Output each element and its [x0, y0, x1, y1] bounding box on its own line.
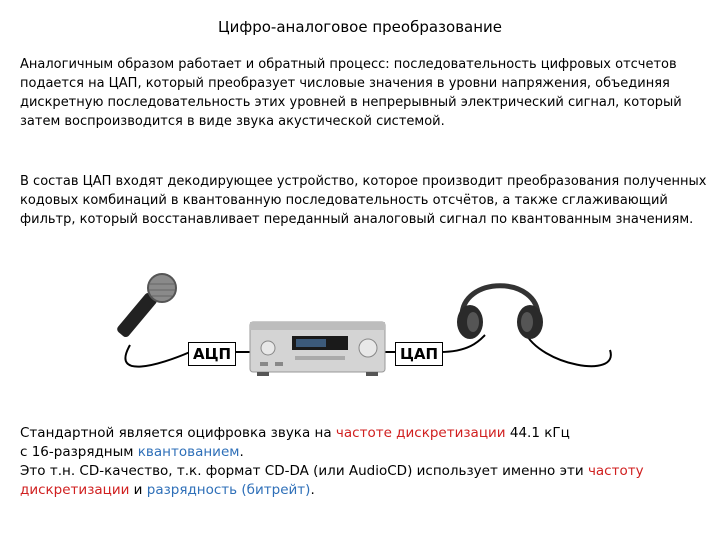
- text-segment: с 16-разрядным: [20, 444, 138, 460]
- link-sampling-rate[interactable]: частоте дискретизации: [335, 425, 506, 441]
- amplifier-icon: [250, 322, 385, 376]
- text-segment: Это т.н. CD-качество, т.к. формат CD-DA (или AudioCD) использует именно эти: [20, 463, 588, 479]
- text-segment: .: [310, 482, 315, 498]
- link-quantization[interactable]: квантованием: [137, 444, 240, 460]
- dac-label: ЦАП: [395, 342, 443, 366]
- text-segment: 44.1 кГц: [505, 425, 570, 441]
- microphone-icon: [116, 274, 176, 339]
- conversion-diagram: [100, 270, 640, 400]
- link-sampling-rate-2[interactable]: частоту дискретизации: [20, 463, 644, 498]
- text-segment: и: [129, 482, 147, 498]
- slide-title: Цифро-аналоговое преобразование: [217, 18, 503, 36]
- text-segment: Стандартной является оцифровка звука на: [20, 425, 336, 441]
- adc-label: АЦП: [188, 342, 236, 366]
- link-bit-depth[interactable]: разрядность (битрейт): [146, 482, 311, 498]
- paragraph-reverse-process: Аналогичным образом работает и обратный процесс: последовательность цифровых отсчетов подается на ЦАП, который преобразует числовые значения в уровни напряжения, объединяя дискретную последовательность этих уровней в непрерывный электрический сигнал, который затем воспроизводится в виде звука акустической системой.: [20, 57, 682, 129]
- headphones-icon: [457, 286, 543, 339]
- paragraph-dac-composition: В состав ЦАП входят декодирующее устройство, которое производит преобразования полученных кодовых комбинаций в квантованную последовательность отсчётов, а также сглаживающий фильтр, который восстанавливает переданный аналоговый сигнал по квантованным значениям.: [20, 174, 707, 227]
- text-segment: .: [239, 444, 244, 460]
- paragraph-cd-quality: [20, 424, 710, 500]
- conversion-diagram-art: [100, 270, 640, 400]
